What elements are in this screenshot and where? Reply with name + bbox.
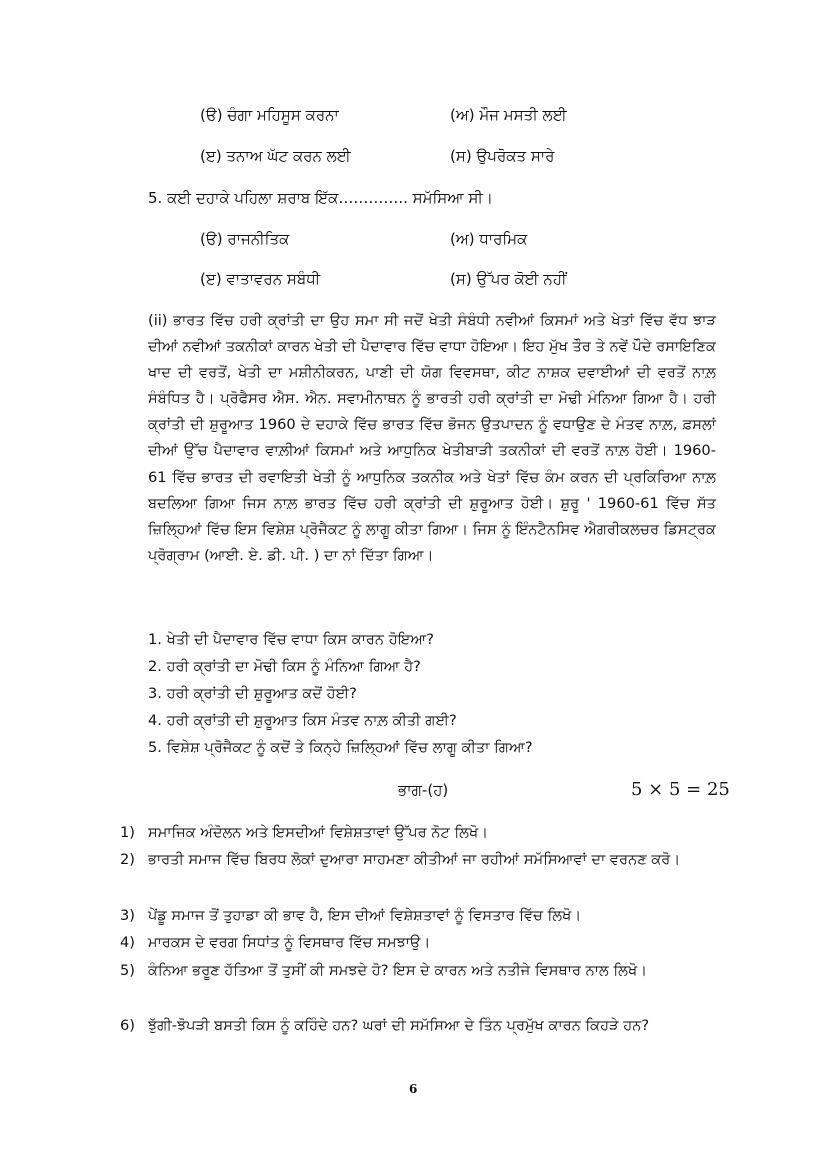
question-number: 2) — [120, 851, 135, 868]
question-text: ਪੇਂਡੂ ਸਮਾਜ ਤੋਂ ਤੁਹਾਡਾ ਕੀ ਭਾਵ ਹੈ, ਇਸ ਦੀਆਂ ਵਿਸ਼ੇਸ਼ਤਾਵਾਂ ਨੂੰ ਵਿਸਤਾਰ ਵਿੱਚ ਲਿਖੋ। — [148, 907, 582, 924]
comprehension-passage: (ii) ਭਾਰਤ ਵਿੱਚ ਹਰੀ ਕ੍ਰਾਂਤੀ ਦਾ ਉਹ ਸਮਾ ਸੀ ਜਦੋਂ ਖੇਤੀ ਸੰਬੰਧੀ ਨਵੀਆਂ ਕਿਸਮਾਂ ਅਤੇ ਖੇਤਾਂ ਵਿੱਚ ਵੱਧ ਝਾੜ ਦੀਆਂ ਨਵੀਆਂ ਤਕਨੀਕਾਂ ਕਾਰਨ ਖੇਤੀ ਦੀ ਪੈਦਾਵਾਰ ਵਿੱਚ ਵਾਧਾ ਹੋਇਆ। ਇਹ ਮੁੱਖ ਤੌਰ ਤੇ ਨਵੇਂ ਪੌਦੇ ਰਸਾਇਣਿਕ ਖਾਦ ਦੀ ਵਰਤੋਂ, ਖੇਤੀ ਦਾ ਮਸ਼ੀਨੀਕਰਨ, ਪਾਣੀ ਦੀ ਯੋਗ ਵਿਵਸਥਾ, ਕੀਟ ਨਾਸ਼ਕ ਦਵਾਈਆਂ ਦੀ ਵਰਤੋਂ ਨਾਲ਼ ਸੰਬੰਧਿਤ ਹੈ। ਪ੍ਰੋਫੈਸਰ ਐਸ. ਐਨ. ਸਵਾਮੀਨਾਥਨ ਨੂੰ ਭਾਰਤੀ ਹਰੀ ਕ੍ਰਾਂਤੀ ਦਾ ਮੋਢੀ ਮੰਨਿਆ ਗਿਆ ਹੈ। ਹਰੀ ਕ੍ਰਾਂਤੀ ਦੀ ਸ਼ੁਰੂਆਤ 1960 ਦੇ ਦਹਾਕੇ ਵਿੱਚ ਭਾਰਤ ਵਿੱਚ ਭੋਜਨ ਉਤਪਾਦਨ ਨੂੰ ਵਧਾਉਣ ਦੇ ਮੰਤਵ ਨਾਲ਼, ਫ਼ਸਲਾਂ ਦੀਆਂ ਉੱਚ ਪੈਦਾਵਾਰ ਵਾਲ਼ੀਆਂ ਕਿਸਮਾਂ ਅਤੇ ਆਧੁਨਿਕ ਖੇਤੀਬਾੜੀ ਤਕਨੀਕਾਂ ਦੀ ਵਰਤੋਂ ਨਾਲ਼ ਹੋਈ। 1960-61 ਵਿੱਚ ਭਾਰਤ ਦੀ ਰਵਾਇਤੀ ਖੇਤੀ ਨੂੰ ਆਧੁਨਿਕ ਤਕਨੀਕ ਅਤੇ ਖੇਤਾਂ ਵਿੱਚ ਕੰਮ ਕਰਨ ਦੀ ਪ੍ਰਕਿਰਿਆ ਨਾਲ਼ ਬਦਲਿਆ ਗਿਆ ਜਿਸ ਨਾਲ਼ ਭਾਰਤ ਵਿੱਚ ਹਰੀ ਕ੍ਰਾਂਤੀ ਦੀ ਸ਼ੁਰੂਆਤ ਹੋਈ। ਸ਼ੁਰੂ ' 1960-61 ਵਿੱਚ ਸੱਤ ਜ਼ਿਲ੍ਹਿਆਂ ਵਿੱਚ ਇਸ ਵਿਸ਼ੇਸ਼ ਪ੍ਰੋਜੈਕਟ ਨੂੰ ਲਾਗੂ ਕੀਤਾ ਗਿਆ। ਜਿਸ ਨੂੰ ਇੰਨਟੈਨਸਿਵ ਐਗਰੀਕਲਚਰ ਡਿਸਟ੍ਰਕ ਪ੍ਰੋਗ੍ਰਾਮ (ਆਈ. ਏ. ਡੀ. ਪੀ. ) ਦਾ ਨਾਂ ਦਿੱਤਾ ਗਿਆ। — [148, 312, 716, 564]
question-text: ਭਾਰਤੀ ਸਮਾਜ ਵਿੱਚ ਬਿਰਧ ਲੋਕਾਂ ਦੁਆਰਾ ਸਾਹਮਣਾ ਕੀਤੀਆਂ ਜਾ ਰਹੀਆਂ ਸਮੱਸਿਆਵਾਂ ਦਾ ਵਰਨਣ ਕਰੋ। — [148, 851, 681, 868]
q5-options-row-1 — [200, 230, 640, 252]
sub-question: 2. ਹਰੀ ਕ੍ਰਾਂਤੀ ਦਾ ਮੋਢੀ ਕਿਸ ਨੂੰ ਮੰਨਿਆ ਗਿਆ ਹੈ? — [148, 658, 421, 675]
question-number: 4) — [120, 934, 135, 951]
section-title: ਭਾਗ-(ਹ) — [398, 781, 449, 799]
option-a: (ੳ) ਚੰਗਾ ਮਹਿਸੂਸ ਕਰਨਾ — [200, 106, 339, 124]
question-number: 5) — [120, 962, 135, 979]
q5-option-a: (ੳ) ਰਾਜਨੀਤਿਕ — [200, 230, 290, 248]
option-c: (ੲ) ਤਨਾਅ ਘੱਟ ਕਰਨ ਲਈ — [200, 147, 351, 165]
q5-option-c: (ੲ) ਵਾਤਾਵਰਨ ਸਬੰਧੀ — [200, 270, 321, 288]
question-number: 1) — [120, 824, 135, 841]
sub-question: 5. ਵਿਸ਼ੇਸ਼ ਪ੍ਰੋਜੈਕਟ ਨੂੰ ਕਦੋਂ ਤੇ ਕਿਨ੍ਹੇ ਜ਼ਿਲ੍ਹਿਆਂ ਵਿੱਚ ਲਾਗੂ ਕੀਤਾ ਗਿਆ? — [148, 739, 533, 756]
question-text: ਸਮਾਜਿਕ ਅੰਦੋਲਨ ਅਤੇ ਇਸਦੀਆਂ ਵਿਸ਼ੇਸ਼ਤਾਵਾਂ ਉੱਪਰ ਨੋਟ ਲਿਖੋ। — [148, 824, 489, 841]
section-marks: 5 × 5 = 25 — [631, 779, 730, 800]
question-text: ਝੁੱਗੀ-ਝੋਪੜੀ ਬਸਤੀ ਕਿਸ ਨੂੰ ਕਹਿੰਦੇ ਹਨ? ਘਰਾਂ ਦੀ ਸਮੱਸਿਆ ਦੇ ਤਿੰਨ ਪ੍ਰਮੁੱਖ ਕਾਰਨ ਕਿਹੜੇ ਹਨ? — [148, 1017, 650, 1034]
option-b: (ਅ) ਮੌਜ ਮਸਤੀ ਲਈ — [450, 106, 567, 124]
q4-options-row-2 — [200, 147, 640, 169]
question-number: 6) — [120, 1017, 135, 1034]
q5-option-d: (ਸ) ਉੱਪਰ ਕੋਈ ਨਹੀਂ — [450, 270, 567, 288]
q5-options-row-2 — [200, 270, 640, 292]
sub-question: 1. ਖੇਤੀ ਦੀ ਪੈਦਾਵਾਰ ਵਿੱਚ ਵਾਧਾ ਕਿਸ ਕਾਰਨ ਹੋਇਆ? — [148, 631, 434, 648]
question-5: 5. ਕਈ ਦਹਾਕੇ ਪਹਿਲਾ ਸ਼ਰਾਬ ਇੱਕ………….. ਸਮੱਸਿਆ ਸੀ। — [148, 189, 494, 207]
sub-question: 4. ਹਰੀ ਕ੍ਰਾਂਤੀ ਦੀ ਸ਼ੁਰੂਆਤ ਕਿਸ ਮੰਤਵ ਨਾਲ਼ ਕੀਤੀ ਗਈ? — [148, 712, 457, 729]
sub-question: 3. ਹਰੀ ਕ੍ਰਾਂਤੀ ਦੀ ਸ਼ੁਰੂਆਤ ਕਦੋਂ ਹੋਈ? — [148, 685, 357, 702]
question-text: ਮਾਰਕਸ ਦੇ ਵਰਗ ਸਿਧਾਂਤ ਨੂੰ ਵਿਸਥਾਰ ਵਿੱਚ ਸਮਝਾਉ। — [148, 934, 431, 951]
question-number: 3) — [120, 907, 135, 924]
q5-option-b: (ਅ) ਧਾਰਮਿਕ — [450, 230, 528, 248]
question-text: ਕੰਨਿਆ ਭਰੂਣ ਹੱਤਿਆ ਤੋਂ ਤੁਸੀਂ ਕੀ ਸਮਝਦੇ ਹੋ? ਇਸ ਦੇ ਕਾਰਨ ਅਤੇ ਨਤੀਜੇ ਵਿਸਥਾਰ ਨਾਲ ਲਿਖੋ। — [148, 962, 648, 979]
page-number: 6 — [409, 1082, 418, 1096]
q4-options-row-1 — [200, 106, 640, 128]
option-d: (ਸ) ਉਪਰੋਕਤ ਸਾਰੇ — [450, 147, 555, 165]
